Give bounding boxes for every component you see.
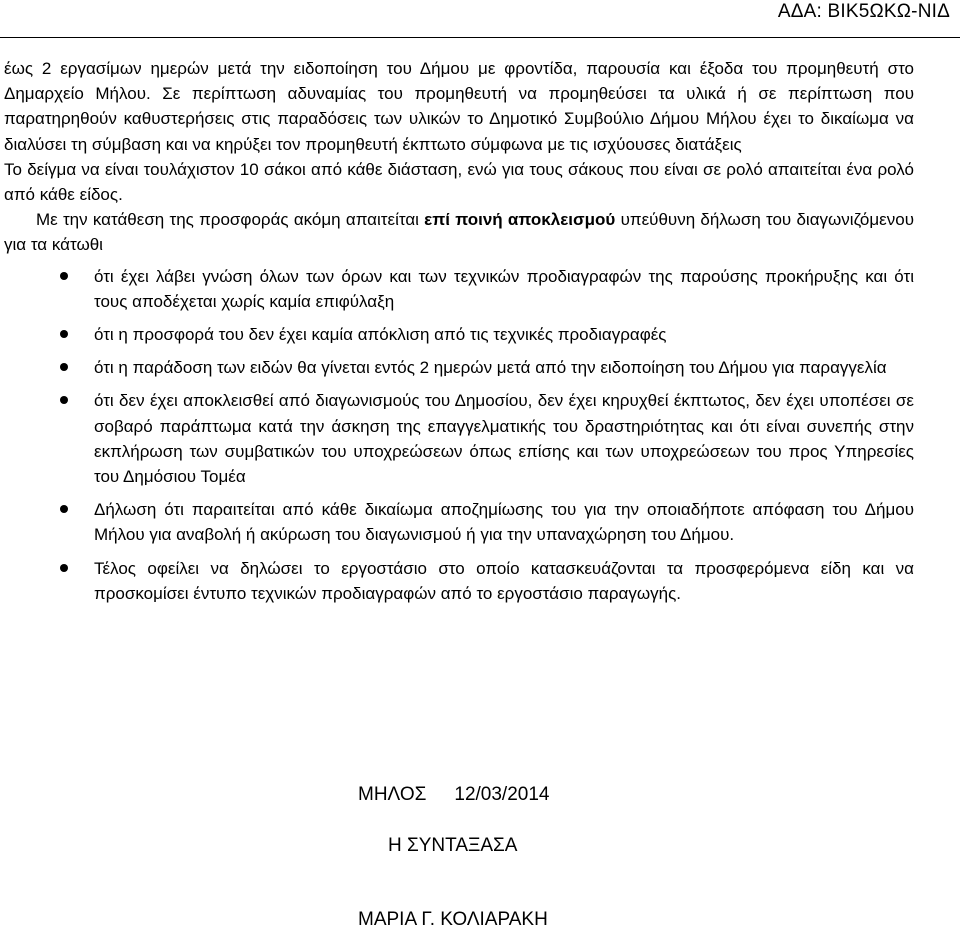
list-item-text: Δήλωση ότι παραιτείται από κάθε δικαίωμα αποζημίωσης του για την οποιαδήποτε απόφαση του Δήμου Μήλου για αναβολή ή ακύρωση του διαγωνισμού ή για την υπαναχώρηση του Δήμου. bbox=[94, 500, 914, 545]
list-item bbox=[94, 355, 914, 380]
header-divider bbox=[0, 37, 960, 38]
list-item-text: Τέλος οφείλει να δηλώσει το εργοστάσιο στο οποίο κατασκευάζονται τα προσφερόμενα είδη και να προσκομίσει έντυπο τεχνικών προδιαγραφών από το εργοστάσιο παραγωγής. bbox=[94, 558, 914, 603]
bullet-icon bbox=[60, 363, 68, 371]
signature-role: Η ΣΥΝΤΑΞΑΣΑ bbox=[388, 835, 518, 856]
bullet-icon bbox=[60, 272, 68, 280]
bullet-icon bbox=[60, 564, 68, 572]
ada-code: ΑΔΑ: ΒΙΚ5ΩΚΩ-ΝΙΔ bbox=[777, 1, 950, 22]
paragraph-sample-requirements: Το δείγμα να είναι τουλάχιστον 10 σάκοι από κάθε διάσταση, ενώ για τους σάκους που είναι σε ρολό απαιτείται ένα ρολό από κάθε είδος. bbox=[4, 159, 914, 205]
list-item-text: ότι δεν έχει αποκλεισθεί από διαγωνισμούς του Δημοσίου, δεν έχει κηρυχθεί έκπτωτος, δεν έχει υποπέσει σε σοβαρό παράπτωμα κατά την άσκηση της επαγγελματικής του δραστηριότητας και ότι είναι συνεπής στην εκπλήρωση των συμβατικών του υποχρεώσεων όπως επίσης και των υποχρεώσεων του προς Υπηρεσίες του Δημόσιου Τομέα bbox=[94, 391, 914, 487]
bullet-icon bbox=[60, 396, 68, 404]
bullet-icon bbox=[60, 505, 68, 513]
list-item-text: ότι η προσφορά του δεν έχει καμία απόκλιση από τις τεχνικές προδιαγραφές bbox=[94, 325, 667, 345]
list-item-text: ότι η παράδοση των ειδών θα γίνεται εντός 2 ημερών μετά από την ειδοποίηση του Δήμου για παραγγελία bbox=[94, 358, 887, 378]
list-item-text: ότι έχει λάβει γνώση όλων των όρων και των τεχνικών προδιαγραφών της παρούσης προκήρυξης και ότι τους αποδέχεται χωρίς καμία επιφύλαξη bbox=[94, 266, 914, 311]
document-body bbox=[4, 56, 914, 606]
signature-date: 12/03/2014 bbox=[454, 784, 550, 805]
intro-text-start: Με την κατάθεση της προσφοράς ακόμη απαιτείται bbox=[36, 210, 425, 230]
list-item bbox=[94, 556, 914, 606]
intro-text-end: υπεύθυνη δήλωση του διαγωνιζόμενου για τα κάτωθι bbox=[4, 210, 915, 255]
signature-place: ΜΗΛΟΣ bbox=[358, 784, 427, 805]
list-item bbox=[94, 497, 914, 547]
paragraph-delivery-terms: έως 2 εργασίμων ημερών μετά την ειδοποίηση του Δήμου με φροντίδα, παρουσία και έξοδα του προμηθευτή στο Δημαρχείο Μήλου. Σε περίπτωση αδυναμίας του προμηθευτή να προμηθεύσει τα υλικά ή σε περίπτωση που παρατηρηθούν καθυστερήσεις στις παραδόσεις των υλικών το Δημοτικό Συμβούλιο Δήμου Μήλου έχει το δικαίωμα να διαλύσει τη σύμβαση και να κηρύξει τον προμηθευτή έκπτωτο σύμφωνα με τις ισχύουσες διατάξεις bbox=[4, 59, 914, 154]
bullet-icon bbox=[60, 330, 68, 338]
exclusion-penalty-emphasis: επί ποινή αποκλεισμού bbox=[424, 210, 616, 230]
list-item bbox=[94, 322, 914, 347]
signature-name: ΜΑΡΙΑ Γ. ΚΟΛΙΑΡΑΚΗ bbox=[358, 909, 548, 930]
list-item bbox=[94, 388, 914, 489]
signature-place-date bbox=[358, 783, 549, 807]
paragraph-declaration-intro bbox=[4, 207, 914, 257]
list-item bbox=[94, 264, 914, 314]
declaration-list bbox=[4, 264, 914, 606]
